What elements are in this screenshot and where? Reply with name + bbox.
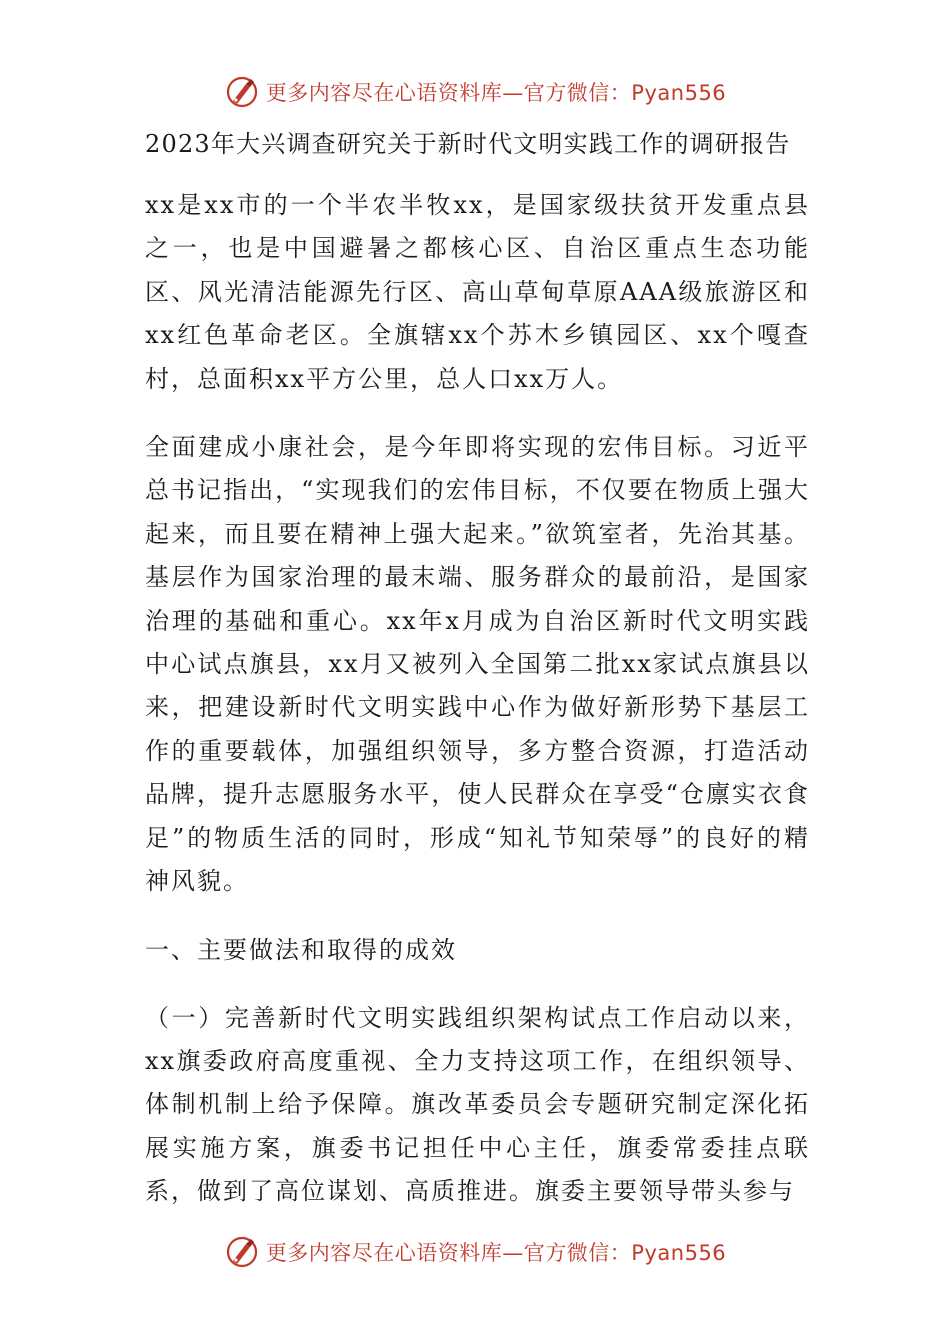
watermark-header [0, 70, 950, 114]
watermark-footer [0, 1230, 950, 1274]
section-heading: 一、主要做法和取得的成效 [145, 935, 457, 964]
watermark-text: 更多内容尽在心语资料库—官方微信：Pyan556 [265, 1241, 727, 1265]
fountain-pen-logo-icon [224, 1234, 260, 1270]
document-title: 2023年大兴调查研究关于新时代文明实践工作的调研报告 [145, 130, 791, 158]
paragraph-intro: xx是xx市的一个半农半牧xx，是国家级扶贫开发重点县之一，也是中国避暑之都核心区、自治区重点生态功能区、风光清洁能源先行区、高山草甸草原AAA级旅游区和xx红色革命老区。全旗辖xx个苏木乡镇园区、xx个嘎查村，总面积xx平方公里，总人口xx万人。 [145, 191, 810, 393]
watermark-text: 更多内容尽在心语资料库—官方微信：Pyan556 [265, 81, 727, 105]
paragraph-background: 全面建成小康社会，是今年即将实现的宏伟目标。习近平总书记指出，“实现我们的宏伟目标，不仅要在物质上强大起来，而且要在精神上强大起来。”欲筑室者，先治其基。基层作为国家治理的最末端、服务群众的最前沿，是国家治理的基础和重心。xx年x月成为自治区新时代文明实践中心试点旗县，xx月又被列入全国第二批xx家试点旗县以来，把建设新时代文明实践中心作为做好新形势下基层工作的重要载体，加强组织领导，多方整合资源，打造活动品牌，提升志愿服务水平，使人民群众在享受“仓廪实衣食足”的物质生活的同时，形成“知礼节知荣辱”的良好的精神风貌。 [145, 433, 810, 896]
paragraph-section-one: （一）完善新时代文明实践组织架构试点工作启动以来，xx旗委政府高度重视、全力支持这项工作，在组织领导、体制机制上给予保障。旗改革委员会专题研究制定深化拓展实施方案，旗委书记担任中心主任，旗委常委挂点联系，做到了高位谋划、高质推进。旗委主要领导带头参与 [145, 1003, 810, 1206]
fountain-pen-logo-icon [224, 74, 260, 110]
document-body [145, 120, 810, 1239]
